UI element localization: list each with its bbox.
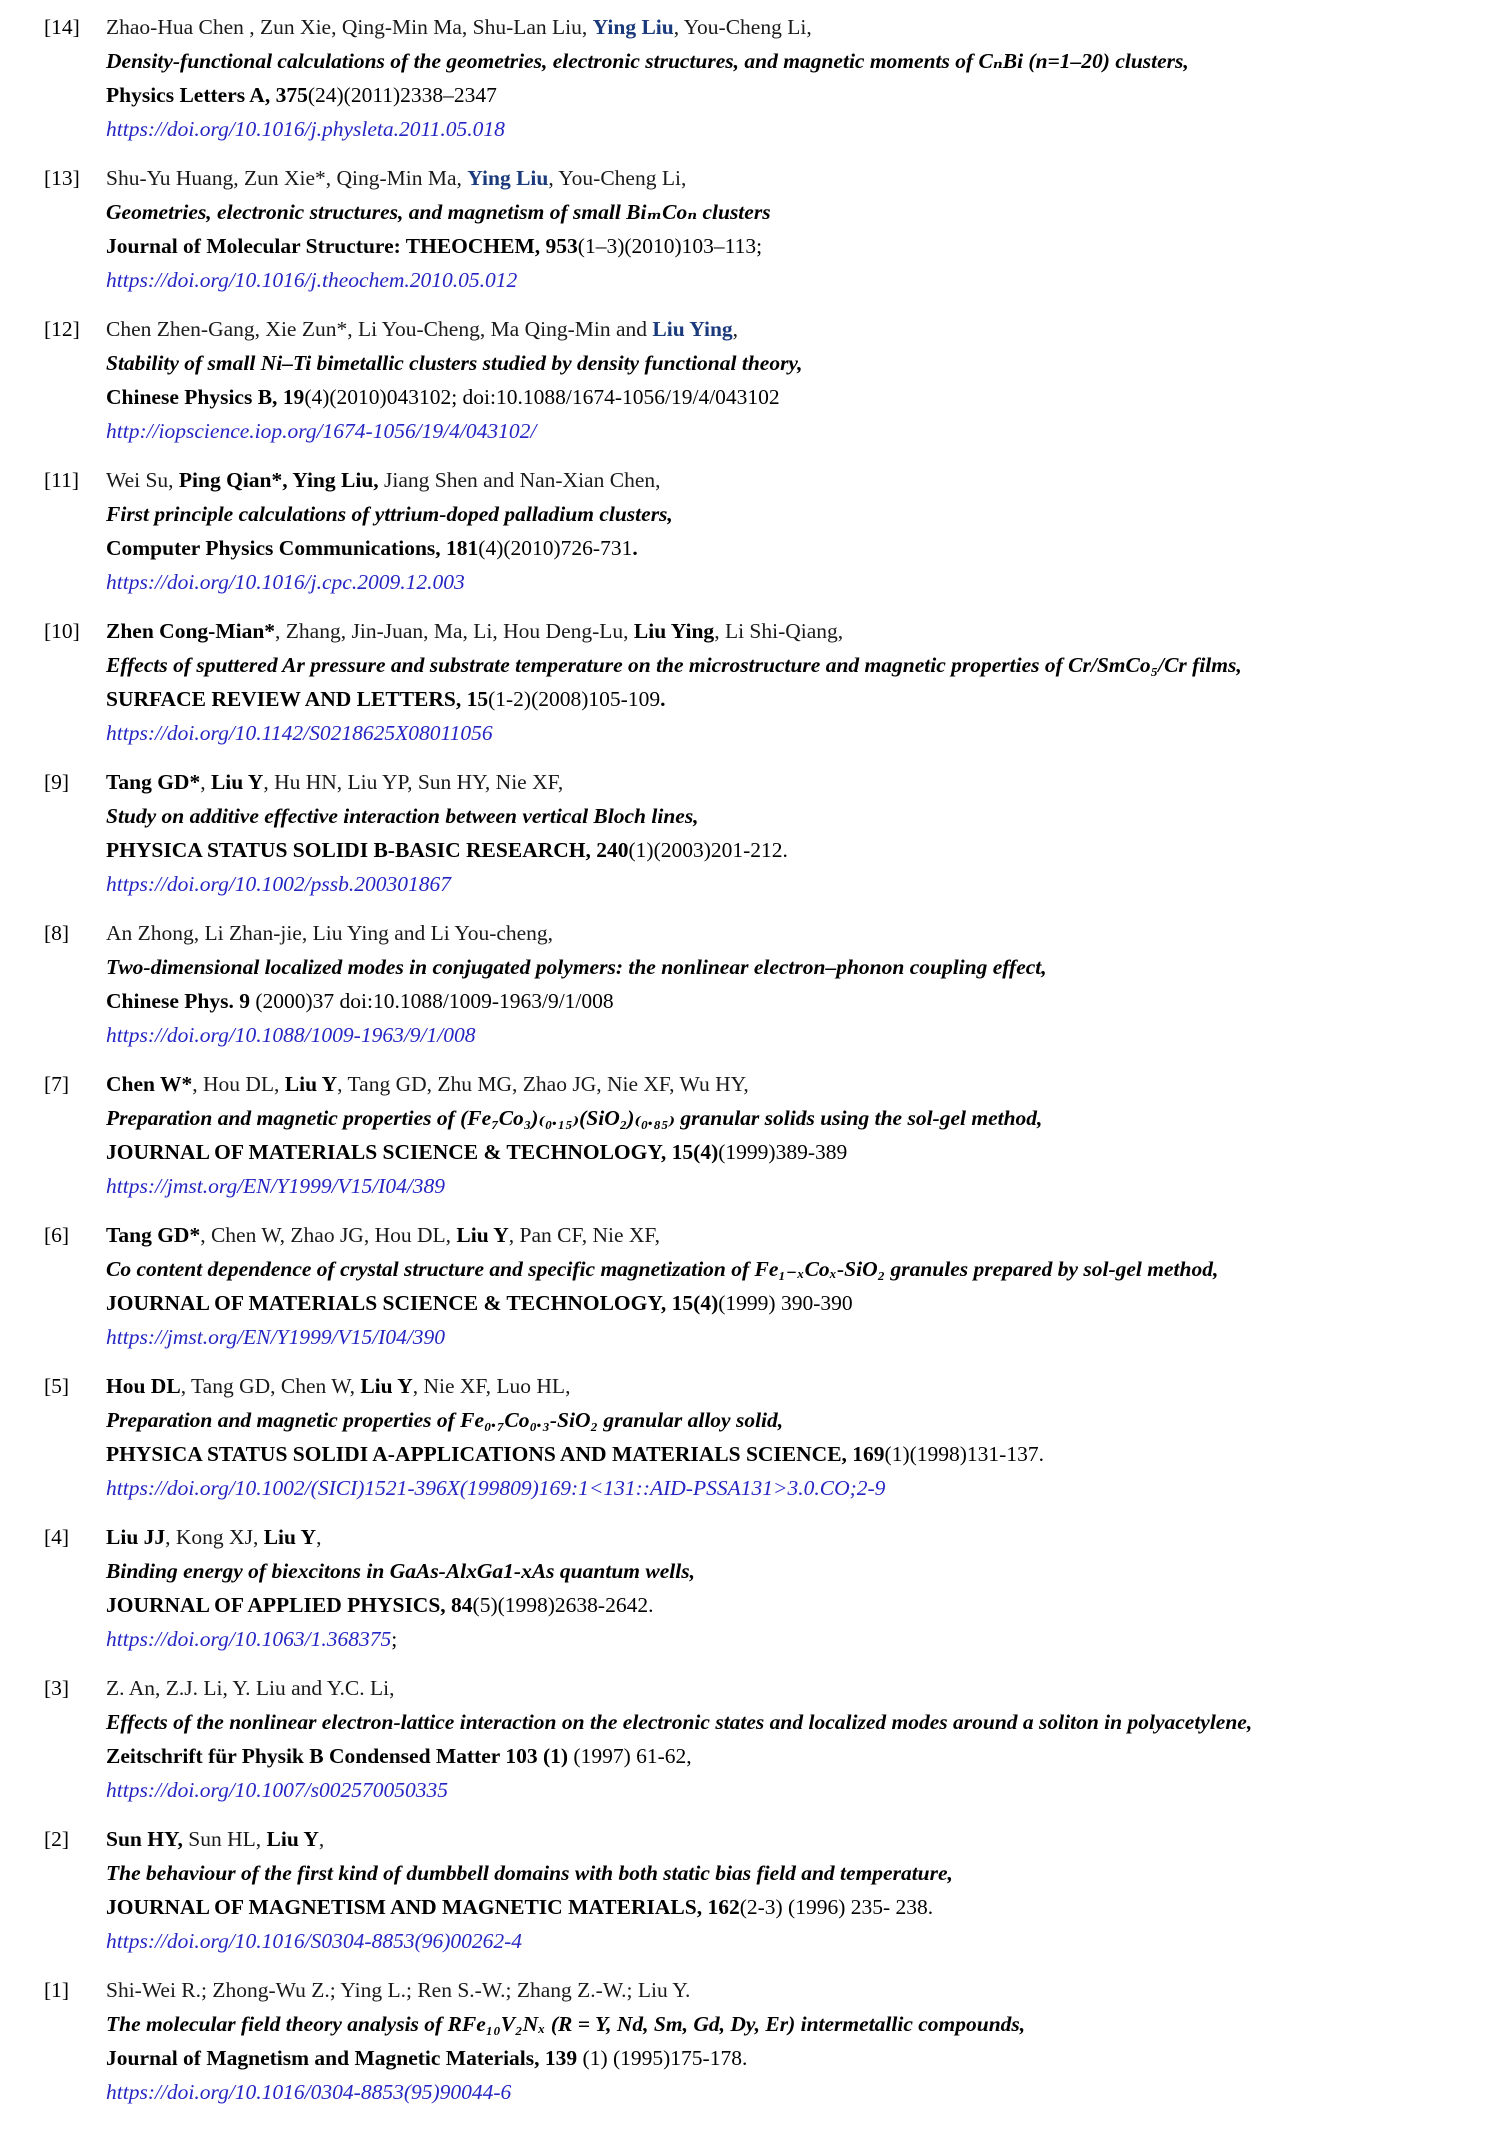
reference-number: [12] xyxy=(44,317,80,341)
author-segment: Zhao-Hua Chen , Zun Xie, Qing-Min Ma, Shu-Lan Liu, xyxy=(106,15,593,39)
author-segment: Jiang Shen and Nan-Xian Chen, xyxy=(378,468,661,492)
author-segment: Tang GD* xyxy=(106,770,201,794)
reference-doi-link[interactable]: https://doi.org/10.1142/S0218625X08011056 xyxy=(106,721,493,745)
reference-title: Effects of the nonlinear electron-lattice interaction on the electronic states and localized modes around a soliton in polyacetylene, xyxy=(106,1710,1253,1734)
reference-body xyxy=(106,1973,1480,2109)
reference-title: Stability of small Ni–Ti bimetallic clusters studied by density functional theory, xyxy=(106,351,803,375)
reference-body xyxy=(106,1520,1480,1656)
reference-link-line xyxy=(106,716,1480,750)
journal-segment: (1997) 61-62, xyxy=(568,1744,692,1768)
reference-link-line xyxy=(106,1471,1480,1505)
reference-body xyxy=(106,916,1480,1052)
reference-journal xyxy=(106,833,1480,867)
author-segment: Sun HY, xyxy=(106,1827,183,1851)
reference-number: [7] xyxy=(44,1072,70,1096)
reference-journal xyxy=(106,1286,1480,1320)
reference-link-line xyxy=(106,867,1480,901)
journal-segment: (1) (1995)175-178. xyxy=(577,2046,748,2070)
reference-entry xyxy=(44,312,1480,448)
reference-link-line xyxy=(106,1773,1480,1807)
journal-segment: (2000)37 doi:10.1088/1009-1963/9/1/008 xyxy=(249,989,614,1013)
journal-segment: SURFACE REVIEW AND LETTERS, 15 xyxy=(106,687,489,711)
reference-authors xyxy=(106,1520,1480,1554)
journal-segment: Journal of Magnetism and Magnetic Materials, 139 xyxy=(106,2046,578,2070)
reference-number: [10] xyxy=(44,619,80,643)
author-segment: , Nie XF, Luo HL, xyxy=(412,1374,571,1398)
journal-segment: JOURNAL OF MAGNETISM AND MAGNETIC MATERIALS, 162 xyxy=(106,1895,740,1919)
journal-segment: . xyxy=(632,536,638,560)
reference-authors xyxy=(106,463,1480,497)
reference-entry xyxy=(44,765,1480,901)
highlighted-author-name: Ying Liu xyxy=(592,15,674,39)
author-segment: Liu Y xyxy=(263,1525,317,1549)
journal-segment: (1)(1998)131-137. xyxy=(884,1442,1044,1466)
reference-link-line xyxy=(106,112,1480,146)
reference-doi-link[interactable]: https://doi.org/10.1016/j.theochem.2010.05.012 xyxy=(106,268,518,292)
reference-body xyxy=(106,1822,1480,1958)
author-segment: Liu Ying xyxy=(633,619,715,643)
author-segment: Liu Y xyxy=(284,1072,338,1096)
reference-doi-link[interactable]: https://doi.org/10.1063/1.368375 xyxy=(106,1627,392,1651)
journal-segment: (1–3)(2010)103–113; xyxy=(577,234,763,258)
reference-title: Preparation and magnetic properties of Fe₀.₇Co₀.₃-SiO₂ granular alloy solid, xyxy=(106,1408,784,1432)
reference-authors xyxy=(106,1822,1480,1856)
journal-segment: (1999) 390-390 xyxy=(718,1291,853,1315)
reference-entry xyxy=(44,10,1480,146)
reference-entry xyxy=(44,1369,1480,1505)
reference-title: Two-dimensional localized modes in conjugated polymers: the nonlinear electron–phonon coupling effect, xyxy=(106,955,1047,979)
reference-doi-link[interactable]: https://jmst.org/EN/Y1999/V15/I04/389 xyxy=(106,1174,446,1198)
reference-authors xyxy=(106,1973,1480,2007)
author-segment: , You-Cheng Li, xyxy=(548,166,687,190)
author-segment: Liu Y xyxy=(456,1223,509,1247)
author-segment: Chen W* xyxy=(106,1072,193,1096)
author-segment: , Tang GD, Chen W, xyxy=(180,1374,361,1398)
reference-journal xyxy=(106,682,1480,716)
author-segment: , Chen W, Zhao JG, Hou DL, xyxy=(200,1223,457,1247)
reference-doi-link[interactable]: http://iopscience.iop.org/1674-1056/19/4/043102/ xyxy=(106,419,537,443)
journal-segment: (1-2)(2008)105-109 xyxy=(488,687,661,711)
reference-title: Study on additive effective interaction between vertical Bloch lines, xyxy=(106,804,699,828)
reference-doi-link[interactable]: https://doi.org/10.1007/s002570050335 xyxy=(106,1778,449,1802)
highlighted-author-name: Liu Ying xyxy=(652,317,733,341)
author-segment: , Tang GD, Zhu MG, Zhao JG, Nie XF, Wu HY, xyxy=(337,1072,749,1096)
reference-journal xyxy=(106,1739,1480,1773)
author-segment: , Pan CF, Nie XF, xyxy=(508,1223,661,1247)
reference-entry xyxy=(44,916,1480,1052)
reference-number: [8] xyxy=(44,921,70,945)
author-segment: Shi-Wei R.; Zhong-Wu Z.; Ying L.; Ren S.-W.; Zhang Z.-W.; Liu Y. xyxy=(106,1978,691,2002)
author-segment: An Zhong, Li Zhan-jie, Liu Ying and Li You-cheng, xyxy=(106,921,554,945)
author-segment: Liu Y xyxy=(210,770,264,794)
author-segment: Shu-Yu Huang, Zun Xie*, Qing-Min Ma, xyxy=(106,166,468,190)
reference-number: [1] xyxy=(44,1978,70,2002)
reference-body xyxy=(106,1671,1480,1807)
reference-body xyxy=(106,312,1480,448)
reference-link-line xyxy=(106,263,1480,297)
journal-segment: (1)(2003)201-212. xyxy=(628,838,788,862)
reference-link-line xyxy=(106,565,1480,599)
journal-segment: Zeitschrift für Physik B Condensed Matter 103 (1) xyxy=(106,1744,569,1768)
reference-title: Co content dependence of crystal structure and specific magnetization of Fe₁₋ₓCoₓ-SiO₂ granules prepared by sol-gel method, xyxy=(106,1257,1219,1281)
reference-body xyxy=(106,614,1480,750)
reference-journal xyxy=(106,229,1480,263)
journal-segment: (1999)389-389 xyxy=(718,1140,848,1164)
reference-body xyxy=(106,1067,1480,1203)
reference-link-line xyxy=(106,1924,1480,1958)
journal-segment: JOURNAL OF MATERIALS SCIENCE & TECHNOLOGY, 15(4) xyxy=(106,1140,719,1164)
author-segment: , xyxy=(318,1827,325,1851)
reference-authors xyxy=(106,916,1480,950)
highlighted-author-name: Ying Liu xyxy=(467,166,549,190)
author-segment: , xyxy=(200,770,211,794)
reference-authors xyxy=(106,1671,1480,1705)
link-suffix: ; xyxy=(391,1627,398,1651)
reference-entry xyxy=(44,463,1480,599)
reference-body xyxy=(106,161,1480,297)
reference-number: [4] xyxy=(44,1525,70,1549)
reference-body xyxy=(106,1218,1480,1354)
reference-entry xyxy=(44,1822,1480,1958)
reference-doi-link[interactable]: https://doi.org/10.1016/S0304-8853(96)00262-4 xyxy=(106,1929,523,1953)
reference-authors xyxy=(106,614,1480,648)
author-segment: Z. An, Z.J. Li, Y. Liu and Y.C. Li, xyxy=(106,1676,395,1700)
reference-link-line xyxy=(106,1169,1480,1203)
reference-body xyxy=(106,765,1480,901)
reference-number: [6] xyxy=(44,1223,70,1247)
reference-authors xyxy=(106,10,1480,44)
reference-journal xyxy=(106,984,1480,1018)
author-segment: Hou DL xyxy=(106,1374,181,1398)
journal-segment: (4)(2010)726-731 xyxy=(478,536,633,560)
reference-link-line xyxy=(106,1622,1480,1656)
journal-segment: . xyxy=(660,687,666,711)
journal-segment: JOURNAL OF APPLIED PHYSICS, 84 xyxy=(106,1593,473,1617)
reference-link-line xyxy=(106,1018,1480,1052)
reference-doi-link[interactable]: https://doi.org/10.1016/0304-8853(95)90044-6 xyxy=(106,2080,512,2104)
reference-title: Effects of sputtered Ar pressure and substrate temperature on the microstructure and magnetic properties of Cr/SmCo₅/Cr films, xyxy=(106,653,1242,677)
author-segment: , Kong XJ, xyxy=(165,1525,264,1549)
author-segment: Sun HL, xyxy=(182,1827,267,1851)
journal-segment: Chinese Phys. 9 xyxy=(106,989,250,1013)
author-segment: Liu Y xyxy=(266,1827,319,1851)
reference-number: [11] xyxy=(44,468,80,492)
reference-journal xyxy=(106,1890,1480,1924)
reference-title: The behaviour of the first kind of dumbbell domains with both static bias field and temperature, xyxy=(106,1861,953,1885)
author-segment: , Li Shi-Qiang, xyxy=(714,619,844,643)
reference-doi-link[interactable]: https://jmst.org/EN/Y1999/V15/I04/390 xyxy=(106,1325,446,1349)
author-segment: Tang GD* xyxy=(106,1223,201,1247)
reference-journal xyxy=(106,1437,1480,1471)
reference-journal xyxy=(106,531,1480,565)
reference-link-line xyxy=(106,414,1480,448)
reference-title: Binding energy of biexcitons in GaAs-AlxGa1-xAs quantum wells, xyxy=(106,1559,695,1583)
reference-journal xyxy=(106,1135,1480,1169)
author-segment: , xyxy=(316,1525,322,1549)
reference-authors xyxy=(106,765,1480,799)
reference-number: [14] xyxy=(44,15,80,39)
author-segment: Liu Y xyxy=(360,1374,413,1398)
journal-segment: Chinese Physics B, 19 xyxy=(106,385,305,409)
reference-body xyxy=(106,10,1480,146)
author-segment: Wei Su, xyxy=(106,468,179,492)
journal-segment: Journal of Molecular Structure: THEOCHEM, 953 xyxy=(106,234,578,258)
reference-title: The molecular field theory analysis of RFe₁₀V₂Nₓ (R = Y, Nd, Sm, Gd, Dy, Er) intermetallic compounds, xyxy=(106,2012,1026,2036)
reference-authors xyxy=(106,1067,1480,1101)
author-segment: , Hu HN, Liu YP, Sun HY, Nie XF, xyxy=(263,770,564,794)
reference-journal xyxy=(106,1588,1480,1622)
journal-segment: (4)(2010)043102; doi:10.1088/1674-1056/19/4/043102 xyxy=(304,385,780,409)
reference-entry xyxy=(44,614,1480,750)
reference-title: Preparation and magnetic properties of (Fe₇Co₃)₍₀.₁₅₎(SiO₂)₍₀.₈₅₎ granular solids using the sol-gel method, xyxy=(106,1106,1043,1130)
reference-doi-link[interactable]: https://doi.org/10.1002/(SICI)1521-396X(199809)169:1<131::AID-PSSA131>3.0.CO;2-9 xyxy=(106,1476,886,1500)
reference-authors xyxy=(106,312,1480,346)
journal-segment: PHYSICA STATUS SOLIDI B-BASIC RESEARCH, 240 xyxy=(106,838,629,862)
reference-authors xyxy=(106,1218,1480,1252)
reference-entry xyxy=(44,161,1480,297)
reference-number: [2] xyxy=(44,1827,70,1851)
reference-title: Geometries, electronic structures, and magnetism of small BiₘCoₙ clusters xyxy=(106,200,771,224)
journal-segment: (5)(1998)2638-2642. xyxy=(472,1593,654,1617)
reference-entry xyxy=(44,1218,1480,1354)
reference-number: [3] xyxy=(44,1676,70,1700)
reference-number: [9] xyxy=(44,770,70,794)
reference-journal xyxy=(106,380,1480,414)
reference-entry xyxy=(44,1067,1480,1203)
reference-doi-link[interactable]: https://doi.org/10.1016/j.physleta.2011.05.018 xyxy=(106,117,505,141)
author-segment: , Hou DL, xyxy=(192,1072,285,1096)
reference-title: First principle calculations of yttrium-doped palladium clusters, xyxy=(106,502,673,526)
author-segment: , Zhang, Jin-Juan, Ma, Li, Hou Deng-Lu, xyxy=(275,619,634,643)
journal-segment: (2-3) (1996) 235- 238. xyxy=(739,1895,934,1919)
author-segment: Liu JJ xyxy=(106,1525,166,1549)
reference-title: Density-functional calculations of the geometries, electronic structures, and magnetic moments of CₙBi (n=1–20) clusters, xyxy=(106,49,1189,73)
reference-entry xyxy=(44,1671,1480,1807)
reference-journal xyxy=(106,2041,1480,2075)
author-segment: , You-Cheng Li, xyxy=(673,15,812,39)
reference-entry xyxy=(44,1973,1480,2109)
reference-journal xyxy=(106,78,1480,112)
reference-body xyxy=(106,1369,1480,1505)
reference-link-line xyxy=(106,1320,1480,1354)
journal-segment: JOURNAL OF MATERIALS SCIENCE & TECHNOLOGY, 15(4) xyxy=(106,1291,719,1315)
reference-doi-link[interactable]: https://doi.org/10.1088/1009-1963/9/1/008 xyxy=(106,1023,476,1047)
journal-segment: Computer Physics Communications, 181 xyxy=(106,536,479,560)
reference-doi-link[interactable]: https://doi.org/10.1002/pssb.200301867 xyxy=(106,872,452,896)
journal-segment: PHYSICA STATUS SOLIDI A-APPLICATIONS AND MATERIALS SCIENCE, 169 xyxy=(106,1442,885,1466)
reference-list xyxy=(44,10,1480,2109)
journal-segment: Physics Letters A, 375 xyxy=(106,83,308,107)
reference-authors xyxy=(106,161,1480,195)
reference-doi-link[interactable]: https://doi.org/10.1016/j.cpc.2009.12.003 xyxy=(106,570,465,594)
reference-number: [13] xyxy=(44,166,80,190)
author-segment: , xyxy=(732,317,739,341)
reference-body xyxy=(106,463,1480,599)
author-segment: Chen Zhen-Gang, Xie Zun*, Li You-Cheng, Ma Qing-Min and xyxy=(106,317,653,341)
reference-entry xyxy=(44,1520,1480,1656)
author-segment: Zhen Cong-Mian* xyxy=(106,619,276,643)
journal-segment: (24)(2011)2338–2347 xyxy=(307,83,497,107)
reference-authors xyxy=(106,1369,1480,1403)
reference-number: [5] xyxy=(44,1374,70,1398)
author-segment: Ping Qian*, Ying Liu, xyxy=(178,468,379,492)
